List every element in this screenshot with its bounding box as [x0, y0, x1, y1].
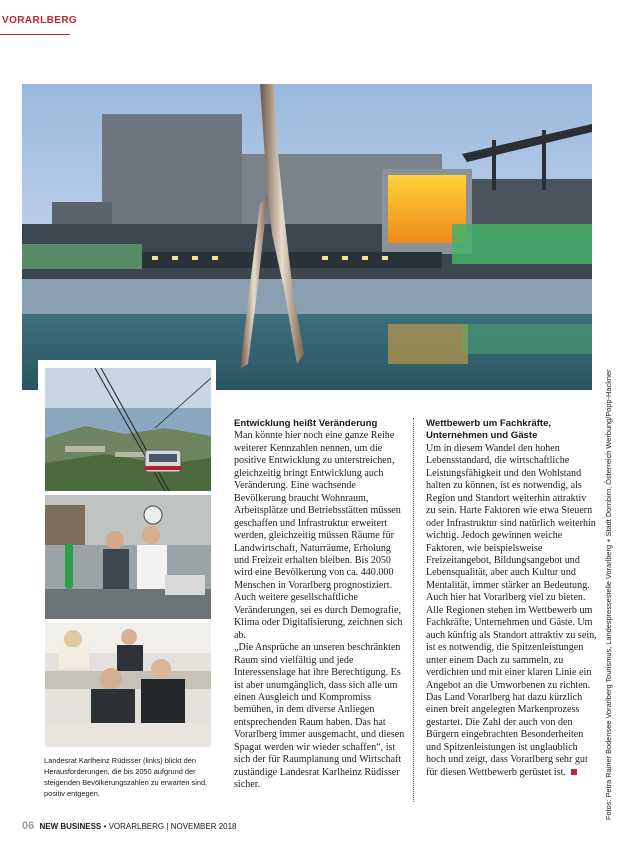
- meeting-photo: [45, 623, 211, 747]
- hero-photo: [22, 84, 592, 390]
- page-number: 06: [22, 820, 35, 832]
- footer-divider: |: [166, 822, 169, 831]
- magazine-name: NEW BUSINESS: [39, 822, 102, 831]
- photo-credit-text: Fotos: Petra Rainer Bodensee Vorarlberg Tourismus, Landespressestelle Vorarlberg + Stadt Dornbirn, Österreich Werbung/Popp-Hackner: [604, 369, 613, 820]
- column-2-paragraph-last: [426, 605, 598, 779]
- footer-bullet: •: [103, 822, 107, 831]
- footer-date: NOVEMBER 2018: [170, 822, 237, 831]
- article-end-mark: [571, 769, 577, 775]
- workshop-photo: [45, 495, 211, 619]
- column-2-paragraph-text: Alle Regionen stehen im Wettbewerb um Fachkräfte, Unternehmen und Gäste. Um auch künftig als Standort attraktiv zu sein, ist es notwendig, die Spitzenleistungen unter einem Dach zu sammeln, zu verdichten und mit einer klaren Linie ein Angebot an die Umworbenen zu richten. Das Land Vorarlberg hat dazu kürzlich einen breit angelegten Markenprozess gestartet. Die Zahl der auch von den Bürgern eingebrachten Besonderheiten und Spitzenleistungen ist unglaublich hoch und zeigt, dass Vorarlberg sehr gut für diesen Wettbewerb gerüstet ist.: [426, 604, 597, 778]
- section-tag: [0, 12, 78, 36]
- column-1-paragraph: „Die Ansprüche an unseren beschränkten Raum sind vielfältig und jede Interessenslage hat ihre Berechtigung. Es ist aber unumgänglich, dass sich alle um einen Ausgleich und Kompromiss bemühen, in dem diverse Anliegen entsprechenden Raum haben. Das hat Vorarlberg immer ausgemacht, und diesen Spagat werden wir wieder schaffen“, ist sich der für Raumplanung und Wirtschaft zuständige Landesrat Karlheinz Rüdisser sicher.: [234, 642, 405, 791]
- article-column-2: [426, 418, 598, 779]
- column-2-paragraph: Um in diesem Wandel den hohen Lebensstandard, die wirtschaftliche Leistungsfähigkeit und den Wohlstand halten zu können, ist es notwendig, als Region und Standort weiterhin attraktiv zu sein. Harte Faktoren wie etwa Steuern oder Infrastruktur sind natürlich weiterhin wichtig. Jedoch gewinnen weiche Faktoren, wie beispielsweise Freizeitangebot, Bildungsangebot und Lebensqualität, aber auch Kultur und Mentalität, immer stärker an Bedeutung. Auch hier hat Vorarlberg viel zu bieten.: [426, 442, 596, 604]
- photo-stack: [38, 360, 216, 750]
- column-1-heading: Entwicklung heißt Veränderung: [234, 418, 378, 429]
- cable-car-photo: [45, 368, 211, 491]
- section-underline: [0, 34, 70, 35]
- photo-credit: [604, 290, 618, 820]
- footer-region: VORARLBERG: [108, 822, 165, 831]
- article-column-1: [234, 418, 406, 792]
- column-1-paragraph: Man könnte hier noch eine ganze Reihe weiterer Kennzahlen nennen, um die positive Entwicklung zu unterstreichen, gleichzeitig bringt Entwicklung auch Veränderung. Eine wachsende Bevölkerung braucht Wohnraum, Arbeitsplätze und Betriebsstätten müssen geschaffen und Infrastruktur erweitert werden, gleichzeitig müssen Räume für Landwirtschaft, Naturräume, Erholung und Freizeit erhalten bleiben. Bis 2050 wird eine Bevölkerung von ca. 440.000 Menschen in Vorarlberg prognostiziert. Auch weitere gesellschaftliche Veränderungen, sei es durch Demografie, Klima oder Digitalisierung, zeichnen sich ab.: [234, 430, 403, 641]
- column-2-heading: Wettbewerb um Fachkräfte, Unternehmen und Gäste: [426, 418, 552, 442]
- column-divider: [413, 418, 414, 802]
- photo-caption: Landesrat Karlheinz Rüdisser (links) blickt den Herausforderungen, die bis 2050 aufgrund der steigenden Bevölkerungszahlen zu erwarten sind, positiv entgegen.: [44, 756, 208, 798]
- section-label: VORARLBERG: [2, 15, 78, 26]
- page-footer: [22, 820, 237, 832]
